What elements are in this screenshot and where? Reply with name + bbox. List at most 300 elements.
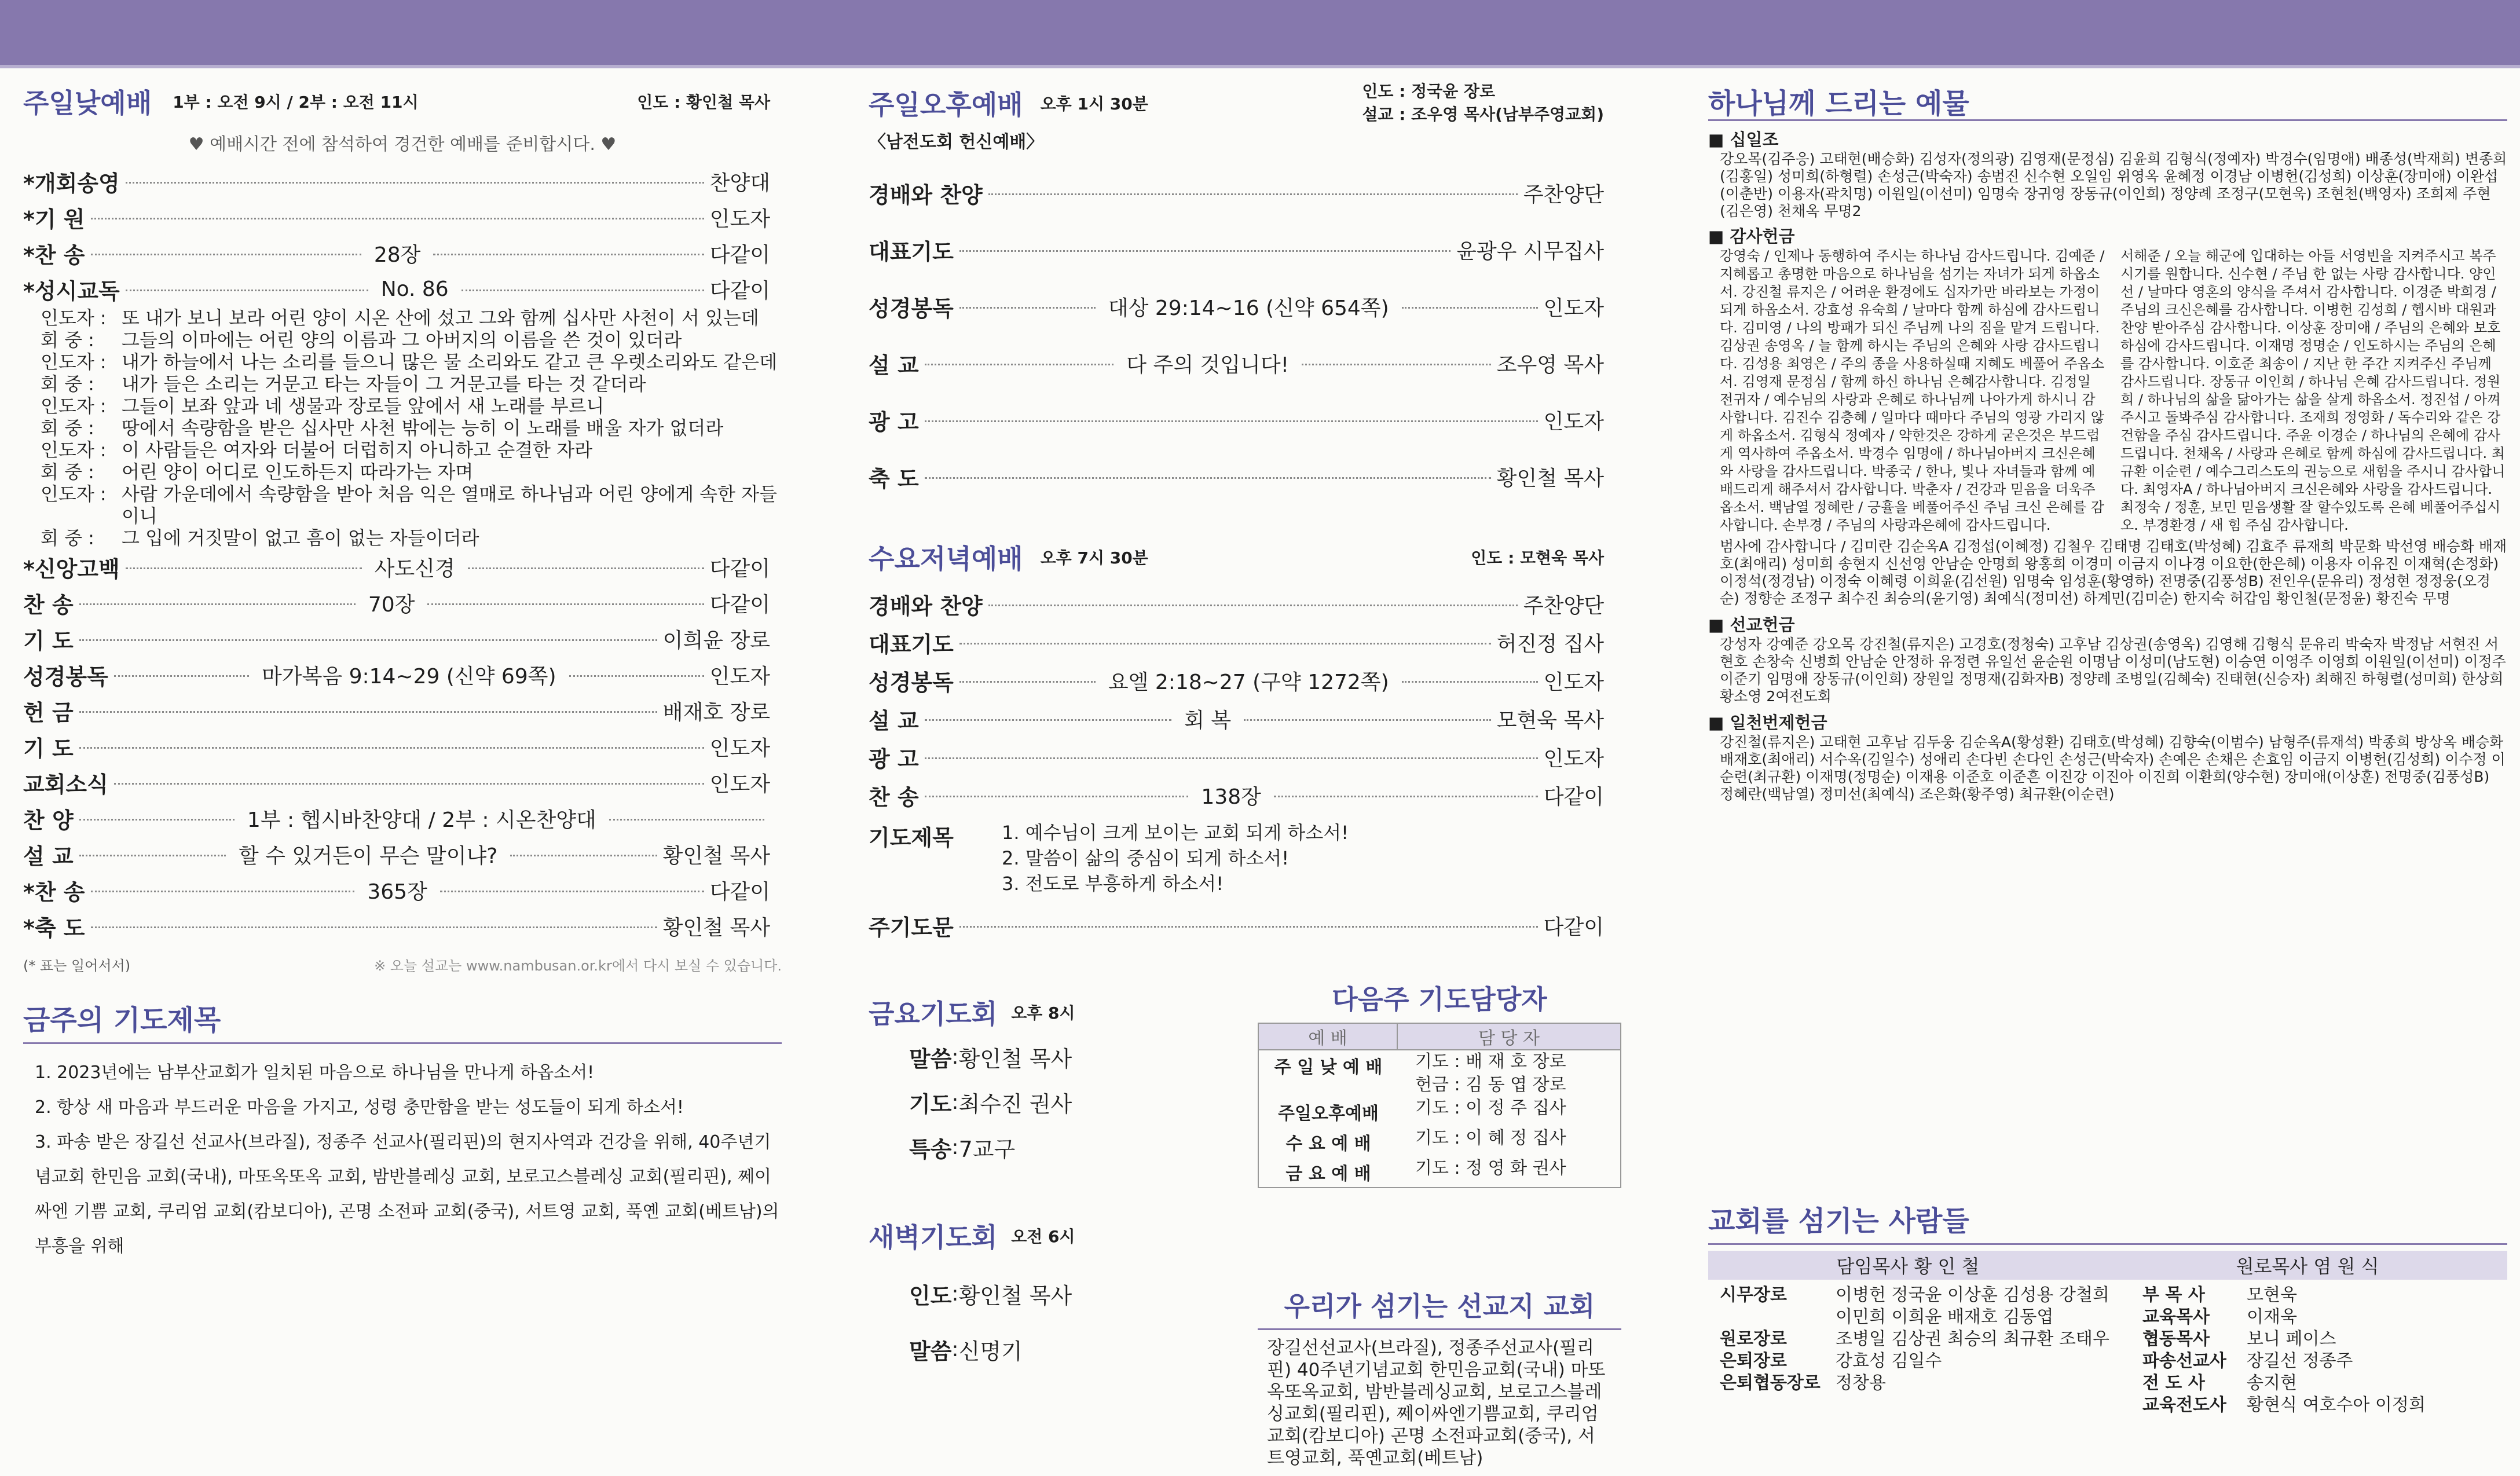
staff-head-senior: 담임목사 황 인 철	[1836, 1255, 1980, 1277]
missions-title: 우리가 섬기는 선교지 교회	[1284, 1291, 1595, 1322]
staff-row	[2131, 1328, 2507, 1350]
responsive-text: 내가 하늘에서 나는 소리를 들으니 많은 물 소리와도 같고 큰 우렛소리와도 같은데	[122, 351, 777, 373]
next-week-row	[1259, 1050, 1620, 1097]
prayer-topics-title: 금주의 기도제목	[23, 1004, 221, 1037]
order-label: *개회송영	[23, 170, 120, 196]
order-row	[869, 699, 1621, 738]
wednesday-header	[869, 535, 1621, 579]
responsive-speaker: 인도자 :	[41, 307, 107, 329]
order-person: 다같이	[709, 556, 770, 581]
column-services	[869, 81, 1621, 1468]
order-label: 찬 송	[869, 784, 919, 810]
prayer-topic-item: 2. 항상 새 마음과 부드러운 마음을 가지고, 성령 충만함을 받는 성도들이 되게 하소서!	[35, 1097, 684, 1118]
friday-time: 오후 8시	[1011, 1003, 1075, 1023]
leader-dots	[79, 639, 657, 641]
staff-rule	[1708, 1243, 2507, 1245]
leader-dots	[925, 364, 1114, 365]
leader-dots	[959, 643, 1491, 644]
sunday-am-footnotes	[23, 954, 782, 975]
service-row	[909, 1321, 1222, 1377]
leader-dots	[126, 182, 704, 184]
leader-dots	[114, 783, 704, 785]
staff-row	[2131, 1394, 2507, 1416]
order-label: 기 도	[23, 735, 74, 761]
order-label: *신앙고백	[23, 556, 120, 582]
leader-dots	[79, 819, 235, 821]
leader-dots	[468, 567, 704, 569]
service-row-value: 황인철 목사	[958, 1046, 1072, 1072]
service-row-value: 최수진 권사	[958, 1091, 1072, 1117]
friday-title: 금요기도회	[869, 998, 998, 1030]
service-row-value: 황인철 목사	[958, 1283, 1072, 1309]
responsive-speaker: 회 중 :	[41, 373, 94, 395]
responsive-speaker: 회 중 :	[41, 417, 94, 439]
order-person: 황인철 목사	[1496, 466, 1604, 490]
weekly-offering-text: 강진철(류지은) 고태현 고후남 김두웅 김순옥A(황성환) 김태호(박성혜) 김향숙(이범수) 남형주(류재석) 박종희 방상옥 배승화 배재호(최애리) 서수옥(김일수) 성애리 손다빈 손다인 손성근(박숙자) 손예은 손채은 손효임 이금지 이병헌(김성희) 이수정 이순련(최규환) 이재명(정명순) 이재용 이준호 이준흔 이진강 이진아 이진희 이환희(양수현) 장미애(이상훈) 전명중(김풍성B) 정혜란(백남열) 정미선(최예식) 조은화(황주영) 최규환(이순련)	[1720, 734, 2506, 803]
next-week-duty: 헌금 : 김 동 엽 장로	[1415, 1075, 1566, 1095]
sunday-pm-time: 오후 1시 30분	[1040, 94, 1148, 113]
leader-dots	[126, 290, 368, 291]
wednesday-closing	[869, 906, 1621, 945]
leader-dots	[126, 567, 362, 569]
responsive-line	[23, 483, 782, 527]
dawn-header	[869, 1214, 1222, 1258]
order-detail: 28장	[373, 243, 421, 267]
order-label: 대표기도	[869, 631, 954, 657]
order-person: 인도자	[1543, 670, 1604, 694]
next-week-table	[1258, 1023, 1621, 1188]
order-person: 배재호 장로	[662, 700, 770, 724]
next-week-head-service: 예 배	[1259, 1024, 1398, 1049]
order-person: 다같이	[1543, 785, 1605, 809]
order-row	[23, 235, 782, 271]
dawn-title: 새벽기도회	[869, 1222, 998, 1253]
dawn-time: 오전 6시	[1011, 1227, 1075, 1246]
order-label: 대표기도	[869, 239, 954, 265]
staff-right-list	[2131, 1284, 2507, 1416]
next-week-table-body	[1259, 1050, 1620, 1187]
next-week-service: 주일오후예배	[1278, 1104, 1379, 1124]
staff-role: 은퇴장로	[1720, 1351, 1787, 1371]
next-week-table-head	[1259, 1024, 1620, 1050]
wednesday-prayer-item: 1. 예수님이 크게 보이는 교회 되게 하소서!	[1002, 822, 1349, 844]
order-label: *성시교독	[23, 278, 120, 304]
service-row-colon: :	[951, 1090, 959, 1114]
wednesday-time: 오후 7시 30분	[1040, 548, 1148, 567]
sunday-pm-title: 주일오후예배	[869, 89, 1023, 120]
missions-section	[1258, 1285, 1621, 1476]
service-row-colon: :	[951, 1337, 959, 1361]
service-row	[909, 1266, 1222, 1321]
order-person: 조우영 목사	[1496, 353, 1604, 377]
responsive-text: 그들이 보좌 앞과 네 생물과 장로들 앞에서 새 노래를 부르니	[122, 395, 605, 417]
thanks-right: 서해준 / 오늘 해군에 입대하는 아들 서영빈을 지켜주시고 복주시기를 원합니다. 신수현 / 주님 한 없는 사랑 감사합니다. 양인선 / 날마다 영혼의 양식을 주셔서 감사합니다. 이경준 박희경 / 주님의 크신은혜를 감사합니다. 이병헌 김성희 / 헵시바 대원과 찬양 받아주심 감사합니다. 이상훈 장미애 / 주님의 은혜와 보호하심에 감사드립니다. 이재명 정명순 / 인도하시는 주님의 은혜를 감사합니다. 이호준 최송이 / 지난 한 주간 지켜주신 주님께 감사드립니다. 장동규 이인희 / 하나님 은혜 감사드립니다. 정원희 / 하나님의 삶을 닮아가는 삶을 살게 하옵소서. 정진섭 / 아껴주시고 돌봐주심 감사합니다. 조재희 정영화 / 독수리와 같은 강건함을 주심 감사드립니다. 주윤 이경순 / 하나님의 은혜에 감사드립니다. 천채옥 / 사랑과 은혜로 함께 하심에 감사드립니다. 최규환 이순련 / 예수그리스도의 권능으로 새힘을 주시니 감사합니다. 최영자A / 하나님아버지 크신은혜와 사랑을 감사드립니다. 최정숙 / 정훈, 보민 믿음생활 잘 할수있도록 은혜 베풀어주십시오. 부경환경 / 새 힘 주심 감사합니다.	[2120, 248, 2506, 533]
order-detail: 다 주의 것입니다!	[1126, 353, 1290, 377]
sunday-am-title: 주일낮예배	[23, 87, 152, 119]
sunday-am-order-a	[23, 163, 782, 307]
order-person: 인도자	[1543, 296, 1604, 320]
next-week-service: 수 요 예 배	[1285, 1134, 1371, 1154]
order-person: 주찬양단	[1523, 182, 1604, 207]
next-week-row	[1259, 1097, 1620, 1127]
order-row	[23, 693, 782, 728]
staff-row	[2131, 1284, 2507, 1306]
leader-dots	[569, 675, 704, 677]
wednesday-closing-label: 주기도문	[869, 914, 954, 940]
responsive-text: 어린 양이 어디로 인도하든지 따라가는 자며	[122, 461, 474, 483]
sunday-pm-header	[869, 81, 1621, 125]
sunday-am-order-b	[23, 549, 782, 944]
order-row	[869, 278, 1621, 335]
sunday-am-leader: 인도 : 황인철 목사	[637, 93, 770, 112]
responsive-line	[23, 439, 782, 461]
order-detail: 마가복음 9:14~29 (신약 69쪽)	[262, 664, 556, 688]
order-detail: 138장	[1201, 785, 1261, 809]
staff-row	[1708, 1328, 2131, 1350]
order-person: 다같이	[709, 880, 771, 904]
sunday-pm-credits	[1362, 80, 1604, 126]
order-label: 설 교	[869, 352, 919, 378]
service-row-value: 7교구	[958, 1136, 1016, 1162]
order-person: 허진정 집사	[1496, 632, 1604, 656]
responsive-line	[23, 373, 782, 395]
order-row	[869, 335, 1621, 391]
next-week-duty: 기도 : 정 영 화 권사	[1415, 1158, 1566, 1178]
weekly-offering-title: ■ 일천번제헌금	[1708, 713, 1827, 732]
next-week-row	[1259, 1127, 1620, 1157]
wednesday-closing-right: 다같이	[1543, 915, 1604, 939]
order-row	[869, 164, 1621, 221]
staff-left-list	[1708, 1284, 2131, 1416]
staff-role: 원로장로	[1720, 1329, 1787, 1349]
order-person: 인도자	[709, 207, 770, 231]
order-row	[23, 908, 782, 944]
staff-role: 부 목 사	[2142, 1285, 2205, 1305]
leader-dots	[510, 855, 657, 856]
staff-names: 이병헌 정국윤 이상훈 김성용 강철희 이민희 이희윤 배재호 김동엽	[1836, 1285, 2109, 1327]
tithe-title: ■ 십일조	[1708, 130, 1779, 149]
order-row	[869, 585, 1621, 623]
leader-dots	[91, 891, 355, 892]
staff-row	[1708, 1350, 2131, 1372]
leader-dots	[440, 891, 704, 892]
next-week-duties	[1398, 1097, 1620, 1120]
service-row-key: 말씀	[909, 1046, 952, 1072]
responsive-line	[23, 461, 782, 483]
order-label: 설 교	[869, 708, 919, 734]
staff-head	[1708, 1251, 2507, 1280]
order-row	[23, 271, 782, 307]
leader-dots	[1402, 307, 1538, 309]
order-person: 다같이	[709, 243, 771, 267]
staff-head-emeritus: 원로목사 염 원 식	[2236, 1255, 2379, 1277]
order-label: *찬 송	[23, 242, 85, 268]
leader-dots	[925, 757, 1538, 759]
leader-dots	[925, 420, 1538, 422]
sunday-am-header	[23, 81, 782, 122]
order-detail: 회 복	[1184, 708, 1232, 732]
order-person: 윤광우 시무집사	[1456, 239, 1604, 263]
responsive-text: 땅에서 속량함을 받은 십사만 사천 밖에는 능히 이 노래를 배울 자가 없더라	[122, 417, 724, 439]
staff-role: 시무장로	[1720, 1285, 1787, 1305]
service-row-key: 특송	[909, 1136, 952, 1162]
order-row	[869, 738, 1621, 776]
staff-names: 보니 페이스	[2247, 1329, 2336, 1349]
responsive-line	[23, 329, 782, 351]
order-person: 이희윤 장로	[662, 628, 770, 653]
order-detail: 대상 29:14~16 (신약 654쪽)	[1108, 296, 1389, 320]
staff-row	[2131, 1350, 2507, 1372]
order-label: 교회소식	[23, 771, 108, 797]
service-row-colon: :	[951, 1135, 959, 1159]
staff-title: 교회를 섬기는 사람들	[1708, 1205, 1969, 1237]
staff-body	[1708, 1284, 2507, 1416]
next-week-row	[1259, 1157, 1620, 1187]
order-label: *찬 송	[23, 879, 85, 905]
sunday-pm-leader: 인도 : 정국윤 장로	[1362, 82, 1496, 101]
leader-dots	[609, 819, 764, 821]
leader-dots	[79, 747, 704, 749]
order-label: *축 도	[23, 915, 85, 941]
order-label: 찬 양	[23, 807, 74, 833]
order-row	[869, 448, 1621, 505]
responsive-line	[23, 351, 782, 373]
wednesday-leader: 인도 : 모현욱 목사	[1471, 548, 1604, 567]
missions-text: 장길선선교사(브라질), 정종주선교사(필리핀) 40주년기념교회 한민음교회(국내) 마또옥또옥교회, 밤반블레싱교회, 보로고스블레싱교회(필리핀), 쩨이싸엔기쁨교회, 쿠리엄교회(캄보디아) 곤명 소전파교회(중국), 서트영교회, 푹옌교회(베트남)	[1267, 1338, 1606, 1468]
next-week-title: 다음주 기도담당자	[1332, 984, 1547, 1015]
leader-dots	[925, 719, 1172, 721]
order-detail: 1부 : 헵시바찬양대 / 2부 : 시온찬양대	[247, 808, 596, 832]
next-week-duty: 기도 : 이 정 주 집사	[1415, 1098, 1566, 1118]
responsive-line	[23, 395, 782, 417]
sunday-pm-subtitle: 〈남전도회 헌신예배〉	[869, 132, 1044, 152]
order-row	[869, 623, 1621, 661]
responsive-text: 이 사람들은 여자와 더불어 더럽히지 아니하고 순결한 자라	[122, 439, 593, 461]
wednesday-order	[869, 585, 1621, 814]
column-sunday-morning	[23, 81, 782, 1430]
order-row	[23, 199, 782, 235]
order-person: 인도자	[1543, 746, 1604, 771]
staff-names: 정창용	[1836, 1373, 1886, 1393]
next-week-duties	[1398, 1127, 1620, 1150]
thanks-left: 강영숙 / 인제나 동행하여 주시는 하나님 감사드립니다. 김예준 / 지혜롭고 총명한 마음으로 하나님을 섬기는 자녀가 되게 하옵소서. 강진철 류지은 / 어려운 환경에도 십자가만 바라보는 가정이 되게 하옵소서. 강효성 유숙희 / 날마다 함께 하심에 감사드립니다. 김미영 / 나의 방패가 되신 주님께 나의 짐을 맡겨 드립니다. 김상권 송영옥 / 늘 함께 하시는 주님의 은혜와 사랑 감사드립니다. 김성용 최영은 / 주의 종을 사용하실때 지혜도 베풀어 주옵소서. 김영재 문정심 / 함께 하신 하나님 은혜감사합니다. 김정일 전귀자 / 예수님의 사랑과 은혜로 하나님께 나아가게 하시니 감사합니다. 김진수 김층혜 / 일마다 때마다 주님의 영광 가리지 않게 하옵소서. 김형식 정예자 / 약한것은 강하게 굳은것은 부드럽게 역사하여 주옵소서. 박경수 임명애 / 하나님아버지 크신은혜와 사랑을 감사드립니다. 박종국 / 한나, 빛나 자녀들과 함께 예배드리게 해주셔서 감사합니다. 박춘자 / 건강과 믿음을 더욱주옵소서. 백남열 정혜란 / 긍휼을 베풀어주신 주님 크신 은혜를 감사합니다. 손부경 / 주님의 사랑과은혜에 감사드립니다.	[1720, 248, 2105, 533]
order-person: 모현욱 목사	[1496, 708, 1605, 732]
order-row	[869, 661, 1621, 699]
responsive-text: 또 내가 보니 보라 어린 양이 시온 산에 섰고 그와 함께 십사만 사천이 서 있는데	[122, 307, 759, 329]
dawn-rows	[869, 1266, 1222, 1377]
footnote-standing: (* 표는 일어서서)	[23, 958, 131, 974]
order-person: 인도자	[709, 664, 770, 688]
leader-dots	[79, 855, 226, 856]
responsive-speaker: 회 중 :	[41, 527, 94, 549]
staff-names: 송지현	[2247, 1373, 2297, 1393]
offerings-title: 하나님께 드리는 예물	[1708, 87, 1969, 120]
friday-rows	[869, 1034, 1222, 1170]
order-row	[23, 163, 782, 199]
next-week-duties	[1398, 1050, 1620, 1097]
leader-dots	[79, 711, 657, 713]
leader-dots	[1402, 681, 1538, 683]
order-person: 황인철 목사	[662, 844, 770, 868]
leader-dots	[959, 307, 1096, 309]
responsive-speaker: 회 중 :	[41, 329, 94, 351]
order-row	[23, 764, 782, 800]
order-row	[869, 391, 1621, 448]
mission-offering-text: 강성자 강예준 강오목 강진철(류지은) 고경호(정청숙) 고후남 김상권(송영옥) 김영해 김형식 문유리 박숙자 박정남 서현진 서현호 손창숙 신병희 안남순 안정하 유정련 유일선 윤순원 이명남 이성미(남도현) 이승연 이영주 이영희 이원일(이선미) 이정주 이준기 임명애 장동규(이인희) 장원일 정명재(김화자B) 정양례 조병일(김혜숙) 진태현(신승자) 최해진 하형렬(성미희) 한상희 황소영 2여전도회	[1720, 636, 2506, 705]
responsive-text: 그들의 이마에는 어린 양의 이름과 그 아버지의 이름을 쓴 것이 있더라	[122, 329, 682, 351]
next-week-service: 금 요 예 배	[1285, 1164, 1371, 1184]
order-row	[869, 776, 1621, 814]
responsive-speaker: 인도자 :	[41, 439, 107, 461]
order-row	[23, 872, 782, 908]
order-row	[23, 728, 782, 764]
leader-dots	[1244, 719, 1491, 721]
service-row-key: 말씀	[909, 1338, 952, 1364]
leader-dots	[79, 603, 356, 605]
staff-role: 전 도 사	[2142, 1373, 2205, 1393]
staff-names: 이재욱	[2247, 1307, 2297, 1327]
next-week-section	[1258, 979, 1621, 1188]
service-row-colon: :	[951, 1281, 959, 1306]
order-label: 경배와 찬양	[869, 182, 983, 208]
staff-names: 장길선 정종주	[2247, 1351, 2353, 1371]
staff-role: 파송선교사	[2142, 1351, 2226, 1371]
order-person: 다같이	[709, 279, 771, 303]
footnote-website: ※ 오늘 설교는 www.nambusan.or.kr에서 다시 보실 수 있습니다.	[374, 958, 782, 974]
staff-role: 협동목사	[2142, 1329, 2210, 1349]
tithe-text: 강오목(김주응) 고태현(배승화) 김성자(정의광) 김영재(문정심) 김윤희 김형식(정예자) 박경수(임명애) 배종성(박재희) 변종희(김홍일) 성미희(하형렬) 손성근(박숙자) 송범진 신수현 오일임 위영옥 윤혜정 이경남 이병헌(김성희) 이상훈(장미애) 이완섭(이춘반) 이용자(곽치명) 이원일(이선미) 임명숙 장귀영 장동규(이인희) 정양례 조정구(모현욱) 조현천(백영자) 조희제 주현(김은영) 천채옥 무명2	[1720, 151, 2507, 219]
leader-dots	[433, 254, 704, 255]
leader-dots	[959, 926, 1538, 928]
staff-names: 황현식 여호수아 이정희	[2247, 1395, 2426, 1415]
leader-dots	[925, 477, 1491, 479]
staff-row	[2131, 1306, 2507, 1328]
staff-section	[1708, 1199, 2507, 1416]
responsive-line	[23, 417, 782, 439]
order-detail: No. 86	[380, 277, 449, 301]
leader-dots	[91, 926, 657, 928]
staff-names: 모현욱	[2247, 1285, 2297, 1305]
responsive-text: 그 입에 거짓말이 없고 흠이 없는 자들이더라	[122, 527, 479, 549]
thanks-general: 범사에 감사합니다 / 김미란 김순옥A 김정섭(이혜정) 김철우 김태명 김태호(박성혜) 김효주 류재희 박문화 박선영 배승화 배재호(최애리) 성미희 송현지 신선영 안남순 안명희 왕홍희 이경미 이금지 이나경 이요한(한은혜) 이용자 이유진 이재혁(손정화) 이정석(정경남) 이정숙 이혜령 이희윤(김선원) 임명숙 임성훈(황영하) 전명중(김풍성B) 전인우(문유리) 정성현 정정웅(오경순) 정향순 조정구 최수진 최승의(윤기영) 최예식(정미선) 하계민(김미순) 한지숙 허갑임 황인철(문정윤) 황진숙 무명	[1720, 538, 2507, 607]
leader-dots	[925, 796, 1189, 797]
friday-header	[869, 990, 1222, 1034]
leader-dots	[1274, 796, 1538, 797]
order-label: 성경봉독	[869, 669, 954, 695]
wednesday-prayer-label: 기도제목	[869, 825, 954, 851]
wednesday-prayer-item: 2. 말씀이 삶의 중심이 되게 하소서!	[1002, 847, 1290, 869]
order-person: 인도자	[1543, 409, 1604, 434]
staff-names: 조병일 김상권 최승의 최규환 조태우	[1836, 1329, 2109, 1349]
staff-row	[2131, 1372, 2507, 1394]
order-label: 경배와 찬양	[869, 593, 983, 619]
order-detail: 요엘 2:18~27 (구약 1272쪽)	[1108, 670, 1389, 694]
thanks-title: ■ 감사헌금	[1708, 226, 1795, 246]
order-row	[23, 549, 782, 585]
friday-section	[869, 990, 1222, 1377]
order-person: 인도자	[709, 736, 770, 760]
responsive-line	[23, 527, 782, 549]
order-detail: 할 수 있거든이 무슨 말이냐?	[238, 844, 498, 868]
header-band-accent	[0, 65, 2520, 68]
responsive-speaker: 인도자 :	[41, 351, 107, 373]
staff-role: 교육전도사	[2142, 1395, 2226, 1415]
leader-dots	[959, 250, 1451, 252]
leader-dots	[1302, 364, 1491, 365]
order-person: 다같이	[709, 592, 771, 617]
responsive-text: 사람 가운데에서 속량함을 받아 처음 익은 열매로 하나님과 어린 양에게 속한 자들이니	[122, 483, 777, 527]
service-row-key: 인도	[909, 1283, 952, 1309]
thanks-columns	[1708, 247, 2507, 534]
next-week-duties	[1398, 1157, 1620, 1180]
order-row	[23, 621, 782, 657]
order-label: 성경봉독	[23, 664, 108, 690]
sunday-am-time: 1부 : 오전 9시 / 2부 : 오전 11시	[173, 93, 419, 112]
column-offerings	[1708, 81, 2507, 1430]
wednesday-title: 수요저녁예배	[869, 543, 1023, 574]
leader-dots	[427, 603, 704, 605]
order-person: 황인철 목사	[662, 915, 770, 940]
responsive-text: 내가 들은 소리는 거문고 타는 자들이 그 거문고를 타는 것 같더라	[122, 373, 646, 395]
header-band	[0, 0, 2520, 65]
next-week-duty: 기도 : 배 재 호 장로	[1415, 1052, 1566, 1072]
staff-role: 교육목사	[2142, 1307, 2210, 1327]
leader-dots	[988, 605, 1518, 606]
staff-row	[1708, 1372, 2131, 1394]
mission-offering-title: ■ 선교헌금	[1708, 615, 1795, 635]
order-label: 찬 송	[23, 592, 74, 618]
next-week-duty: 기도 : 이 혜 정 집사	[1415, 1128, 1566, 1148]
order-detail: 사도신경	[374, 556, 455, 581]
service-row	[909, 1034, 1222, 1079]
order-row	[23, 836, 782, 872]
staff-role: 은퇴협동장로	[1720, 1373, 1821, 1393]
responsive-reading	[23, 307, 782, 549]
order-row	[23, 800, 782, 836]
wednesday-prayer	[869, 820, 1621, 896]
leader-dots	[91, 254, 361, 255]
service-row-key: 기도	[909, 1091, 952, 1117]
order-label: *기 원	[23, 206, 85, 232]
service-row-colon: :	[951, 1045, 959, 1069]
responsive-speaker: 인도자 :	[41, 483, 107, 505]
prayer-topic-item: 1. 2023년에는 남부산교회가 일치된 마음으로 하나님을 만나게 하옵소서!	[35, 1063, 595, 1083]
order-row	[869, 221, 1621, 278]
prayer-topics-list	[23, 1056, 782, 1264]
leader-dots	[988, 193, 1518, 195]
service-row	[909, 1079, 1222, 1125]
leader-dots	[959, 681, 1096, 683]
sunday-am-notice: ♥ 예배시간 전에 참석하여 경건한 예배를 준비합시다. ♥	[188, 134, 617, 155]
wednesday-prayer-item: 3. 전도로 부흥하게 하소서!	[1002, 873, 1224, 895]
order-label: 광 고	[869, 746, 919, 772]
order-detail: 70장	[368, 592, 415, 617]
order-detail: 365장	[367, 880, 427, 904]
responsive-speaker: 인도자 :	[41, 395, 107, 417]
staff-row	[1708, 1284, 2131, 1328]
leader-dots	[114, 675, 249, 677]
order-label: 광 고	[869, 409, 919, 435]
prayer-topic-item: 3. 파송 받은 장길선 선교사(브라질), 정종주 선교사(필리핀)의 현지사역과 건강을 위해, 40주년기념교회 한민음 교회(국내), 마또옥또옥 교회, 밤반블레싱 교회, 보로고스블레싱 교회(필리핀), 쩨이싸엔 기쁨 교회, 쿠리엄 교회(캄보디아), 곤명 소전파 교회(중국), 서트영 교회, 푹옌 교회(베트남)의 부흥을 위해	[35, 1132, 779, 1257]
next-week-service: 주 일 낮 예 배	[1274, 1057, 1383, 1078]
staff-names: 강효성 김일수	[1836, 1351, 1942, 1371]
leader-dots	[91, 218, 704, 219]
sunday-pm-order	[869, 164, 1621, 505]
service-row-value: 신명기	[958, 1338, 1023, 1364]
wednesday-prayer-items	[1002, 820, 1349, 896]
order-label: 기 도	[23, 628, 74, 654]
responsive-line	[23, 307, 782, 329]
